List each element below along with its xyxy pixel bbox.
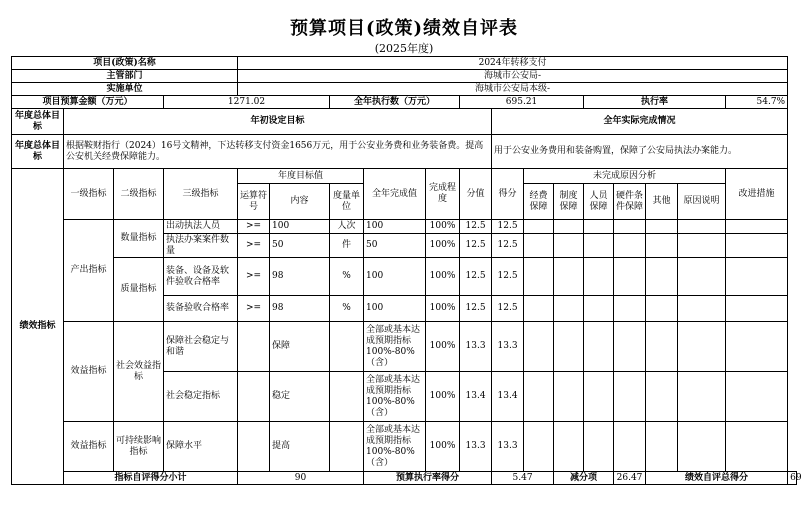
row-op bbox=[238, 372, 270, 422]
table-row bbox=[12, 322, 797, 372]
row-annual: 全部或基本达成预期指标100%-80%（含） bbox=[364, 422, 426, 472]
row-content: 保障 bbox=[270, 322, 330, 372]
row-l3: 保障水平 bbox=[164, 422, 238, 472]
row-got: 13.3 bbox=[492, 322, 524, 372]
col-content: 内容 bbox=[270, 184, 330, 220]
deduct-value: 26.47 bbox=[614, 472, 646, 485]
col-level1: 一级指标 bbox=[64, 169, 114, 220]
row-pct: 100% bbox=[426, 234, 460, 258]
row-content: 提高 bbox=[270, 422, 330, 472]
project-name-label: 项目(政策)名称 bbox=[12, 57, 238, 70]
quantity-indicator-label: 数量指标 bbox=[114, 220, 164, 258]
rate-score-label: 预算执行率得分 bbox=[364, 472, 492, 485]
row-annual: 全部或基本达成预期指标100%-80%（含） bbox=[364, 372, 426, 422]
col-funding: 经费保障 bbox=[524, 184, 554, 220]
row-content: 98 bbox=[270, 296, 330, 322]
subtotal-value: 90 bbox=[238, 472, 364, 485]
row-op bbox=[238, 322, 270, 372]
row-annual: 100 bbox=[364, 220, 426, 234]
row-l3: 出动执法人员 bbox=[164, 220, 238, 234]
row-got: 13.4 bbox=[492, 372, 524, 422]
actual-goal-header: 全年实际完成情况 bbox=[492, 109, 788, 135]
rate-value: 54.7% bbox=[726, 96, 788, 109]
row-score: 12.5 bbox=[460, 220, 492, 234]
goals-row-label-2: 年度总体目标 bbox=[12, 135, 64, 169]
col-level2: 二级指标 bbox=[114, 169, 164, 220]
output-indicator-label: 产出指标 bbox=[64, 220, 114, 322]
row-annual: 100 bbox=[364, 258, 426, 296]
row-op: >= bbox=[238, 220, 270, 234]
col-completion: 完成程度 bbox=[426, 169, 460, 220]
row-unit: % bbox=[330, 296, 364, 322]
actual-goal-text: 用于公安业务费用和装备购置，保障了公安局执法办案能力。 bbox=[492, 135, 788, 169]
row-l3: 社会稳定指标 bbox=[164, 372, 238, 422]
row-score: 12.5 bbox=[460, 296, 492, 322]
deduct-label: 减分项 bbox=[554, 472, 614, 485]
col-level3: 三级指标 bbox=[164, 169, 238, 220]
col-hardware: 硬件条件保障 bbox=[614, 184, 646, 220]
row-pct: 100% bbox=[426, 422, 460, 472]
row-got: 12.5 bbox=[492, 258, 524, 296]
row-score: 13.3 bbox=[460, 322, 492, 372]
row-l3: 保障社会稳定与和谐 bbox=[164, 322, 238, 372]
col-system: 制度保障 bbox=[554, 184, 584, 220]
project-name-value: 2024年转移支付 bbox=[238, 57, 788, 70]
row-got: 13.3 bbox=[492, 422, 524, 472]
col-staff: 人员保障 bbox=[584, 184, 614, 220]
row-unit: 人次 bbox=[330, 220, 364, 234]
row-unit bbox=[330, 422, 364, 472]
row-annual: 50 bbox=[364, 234, 426, 258]
col-measures: 改进措施 bbox=[726, 169, 788, 220]
goals-row-label: 年度总体目标 bbox=[12, 109, 64, 135]
row-unit: % bbox=[330, 258, 364, 296]
row-got: 12.5 bbox=[492, 220, 524, 234]
dept-value: 海城市公安局- bbox=[238, 70, 788, 83]
col-annual: 全年完成值 bbox=[364, 169, 426, 220]
col-got: 得分 bbox=[492, 169, 524, 220]
total-label: 绩效自评总得分 bbox=[646, 472, 788, 485]
col-operator: 运算符号 bbox=[238, 184, 270, 220]
row-l3: 装备、设备及软件验收合格率 bbox=[164, 258, 238, 296]
col-unit: 度量单位 bbox=[330, 184, 364, 220]
evaluation-table bbox=[11, 56, 802, 485]
col-target-group: 年度目标值 bbox=[238, 169, 364, 184]
initial-goal-header: 年初设定目标 bbox=[64, 109, 492, 135]
unit-value: 海城市公安局本级- bbox=[238, 83, 788, 96]
col-reason-group: 未完成原因分析 bbox=[524, 169, 726, 184]
budget-label: 项目预算金额（万元） bbox=[12, 96, 164, 109]
row-pct: 100% bbox=[426, 296, 460, 322]
row-l3: 装备验收合格率 bbox=[164, 296, 238, 322]
row-op: >= bbox=[238, 234, 270, 258]
row-pct: 100% bbox=[426, 322, 460, 372]
row-score: 13.4 bbox=[460, 372, 492, 422]
row-score: 13.3 bbox=[460, 422, 492, 472]
table-row bbox=[12, 220, 797, 234]
page-title: 预算项目(政策)绩效自评表 bbox=[289, 18, 519, 39]
table-row bbox=[12, 422, 797, 472]
subtotal-label: 指标自评得分小计 bbox=[64, 472, 238, 485]
row-score: 12.5 bbox=[460, 234, 492, 258]
total-value: 69 bbox=[788, 472, 797, 485]
indicators-section-label: 绩效指标 bbox=[12, 169, 64, 485]
sustain-indicator-label: 可持续影响指标 bbox=[114, 422, 164, 472]
exec-value: 695.21 bbox=[460, 96, 584, 109]
row-score: 12.5 bbox=[460, 258, 492, 296]
row-unit bbox=[330, 372, 364, 422]
row-got: 12.5 bbox=[492, 296, 524, 322]
dept-label: 主管部门 bbox=[12, 70, 238, 83]
row-op: >= bbox=[238, 296, 270, 322]
budget-value: 1271.02 bbox=[164, 96, 330, 109]
table-row bbox=[12, 258, 797, 296]
quality-indicator-label: 质量指标 bbox=[114, 258, 164, 322]
initial-goal-text: 根据鞍财指行（2024）16号文精神，下达转移支付资金1656万元，用于公安业务费和业务装备费。提高公安机关经费保障能力。 bbox=[64, 135, 492, 169]
row-l3: 执法办案案件数量 bbox=[164, 234, 238, 258]
benefit-indicator-label: 效益指标 bbox=[64, 322, 114, 422]
col-other: 其他 bbox=[646, 184, 678, 220]
rate-score-value: 5.47 bbox=[492, 472, 554, 485]
row-op bbox=[238, 422, 270, 472]
page-subtitle: (2025年度) bbox=[374, 42, 434, 55]
row-pct: 100% bbox=[426, 372, 460, 422]
exec-label: 全年执行数（万元） bbox=[330, 96, 460, 109]
row-got: 12.5 bbox=[492, 234, 524, 258]
row-unit bbox=[330, 322, 364, 372]
row-pct: 100% bbox=[426, 258, 460, 296]
row-annual: 全部或基本达成预期指标100%-80%（含） bbox=[364, 322, 426, 372]
row-annual: 100 bbox=[364, 296, 426, 322]
row-op: >= bbox=[238, 258, 270, 296]
row-content: 98 bbox=[270, 258, 330, 296]
unit-label: 实施单位 bbox=[12, 83, 238, 96]
row-unit: 件 bbox=[330, 234, 364, 258]
social-indicator-label: 社会效益指标 bbox=[114, 322, 164, 422]
row-content: 稳定 bbox=[270, 372, 330, 422]
row-pct: 100% bbox=[426, 220, 460, 234]
benefit-indicator-label-2: 效益指标 bbox=[64, 422, 114, 472]
col-score: 分值 bbox=[460, 169, 492, 220]
row-content: 50 bbox=[270, 234, 330, 258]
rate-label: 执行率 bbox=[584, 96, 726, 109]
col-reason-desc: 原因说明 bbox=[678, 184, 726, 220]
row-content: 100 bbox=[270, 220, 330, 234]
